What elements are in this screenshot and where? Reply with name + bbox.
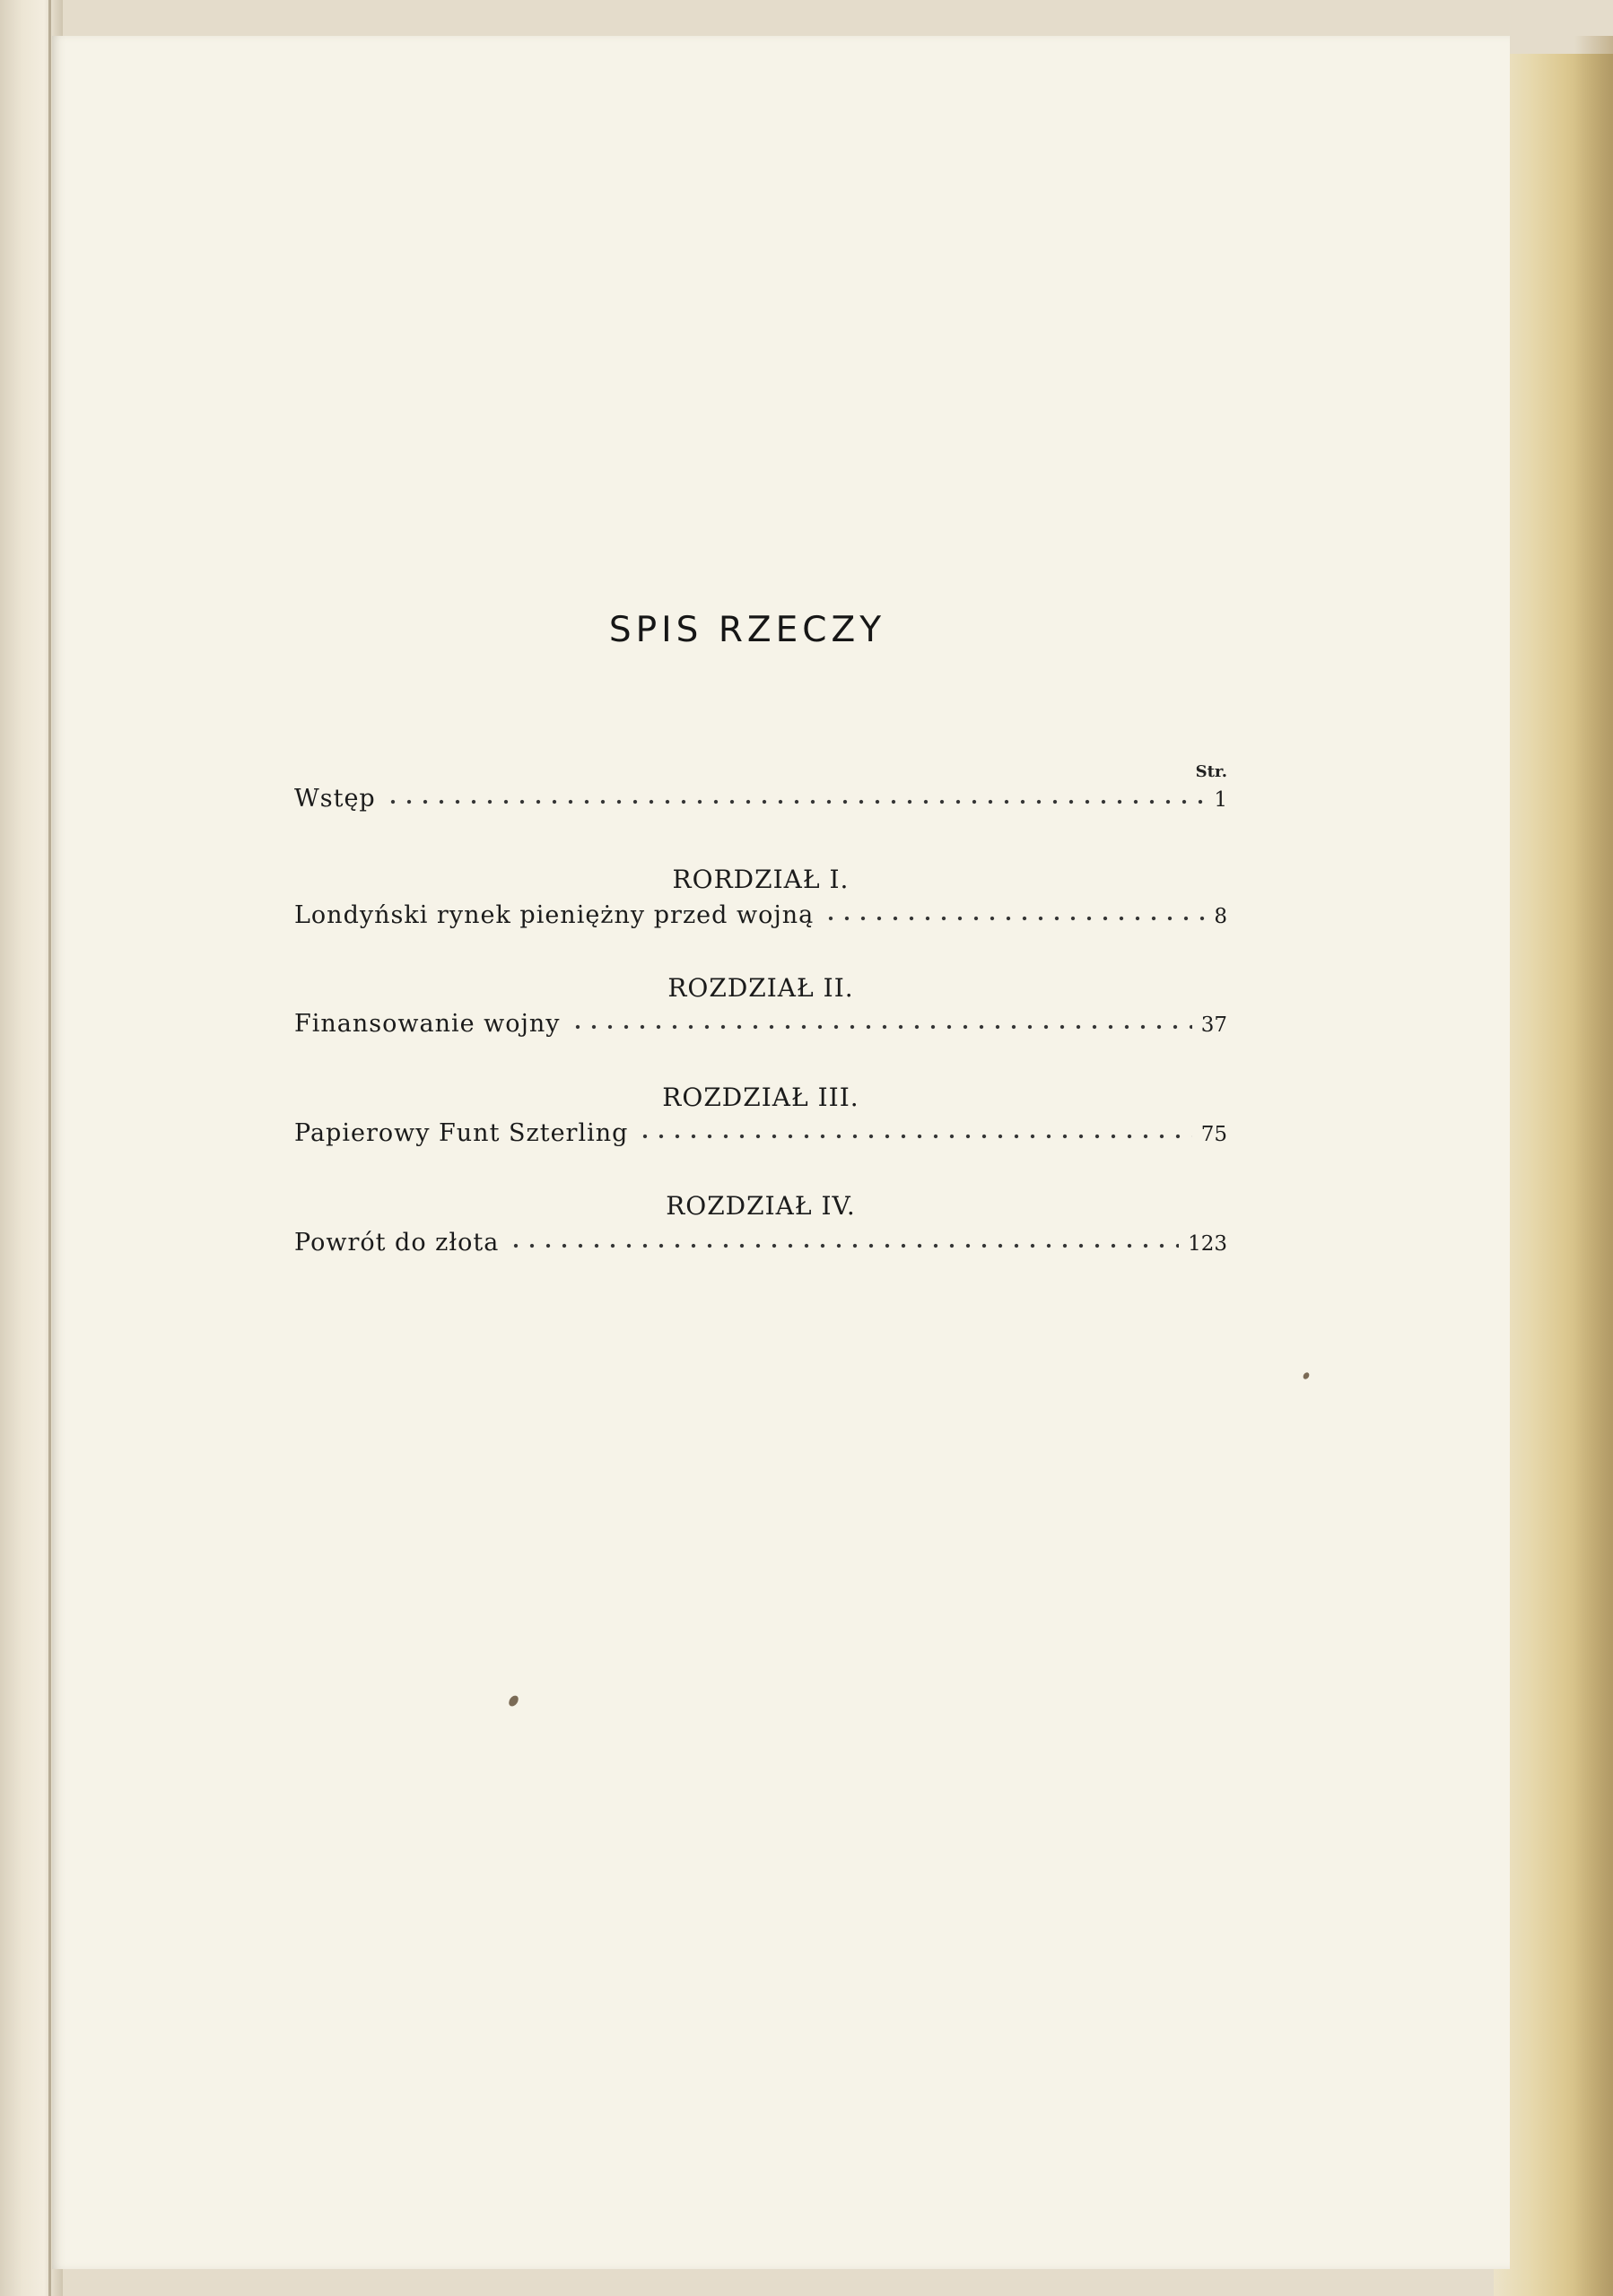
dot-leader xyxy=(823,914,1205,923)
entry-label: Wstęp xyxy=(294,785,376,813)
book-gutter xyxy=(48,0,51,2296)
toc-entry-chapter-1 xyxy=(294,901,1227,943)
dot-leader xyxy=(570,1022,1192,1031)
entry-page-number: 37 xyxy=(1200,1013,1227,1037)
entry-label: Papierowy Funt Szterling xyxy=(294,1119,629,1147)
paper-speck xyxy=(1302,1371,1311,1380)
chapter-heading-3: ROZDZIAŁ III. xyxy=(662,1083,859,1112)
entry-label: Finansowanie wojny xyxy=(294,1010,561,1038)
dot-leader xyxy=(508,1241,1179,1250)
entry-page-number: 8 xyxy=(1214,905,1227,928)
toc-entry-chapter-3 xyxy=(294,1119,1227,1161)
book-page xyxy=(52,36,1510,2269)
entry-page-number: 1 xyxy=(1214,788,1227,812)
chapter-heading-1: RORDZIAŁ I. xyxy=(672,865,850,894)
entry-label: Powrót do złota xyxy=(294,1229,500,1257)
entry-page-number: 75 xyxy=(1200,1123,1227,1146)
page-column-header: Str. xyxy=(1195,762,1227,781)
page-stack-shadow xyxy=(1574,36,1613,2296)
chapter-heading-2: ROZDZIAŁ II. xyxy=(667,973,854,1003)
chapter-heading-4: ROZDZIAŁ IV. xyxy=(666,1191,856,1221)
toc-entry-chapter-4 xyxy=(294,1229,1227,1270)
toc-title: SPIS RZECZY xyxy=(608,610,886,650)
toc-entry-chapter-2 xyxy=(294,1010,1227,1051)
paper-speck xyxy=(507,1694,520,1709)
entry-page-number: 123 xyxy=(1188,1232,1227,1256)
dot-leader xyxy=(385,797,1206,806)
toc-entry-introduction xyxy=(294,785,1227,826)
entry-label: Londyński rynek pieniężny przed wojną xyxy=(294,901,815,929)
dot-leader xyxy=(637,1132,1191,1141)
